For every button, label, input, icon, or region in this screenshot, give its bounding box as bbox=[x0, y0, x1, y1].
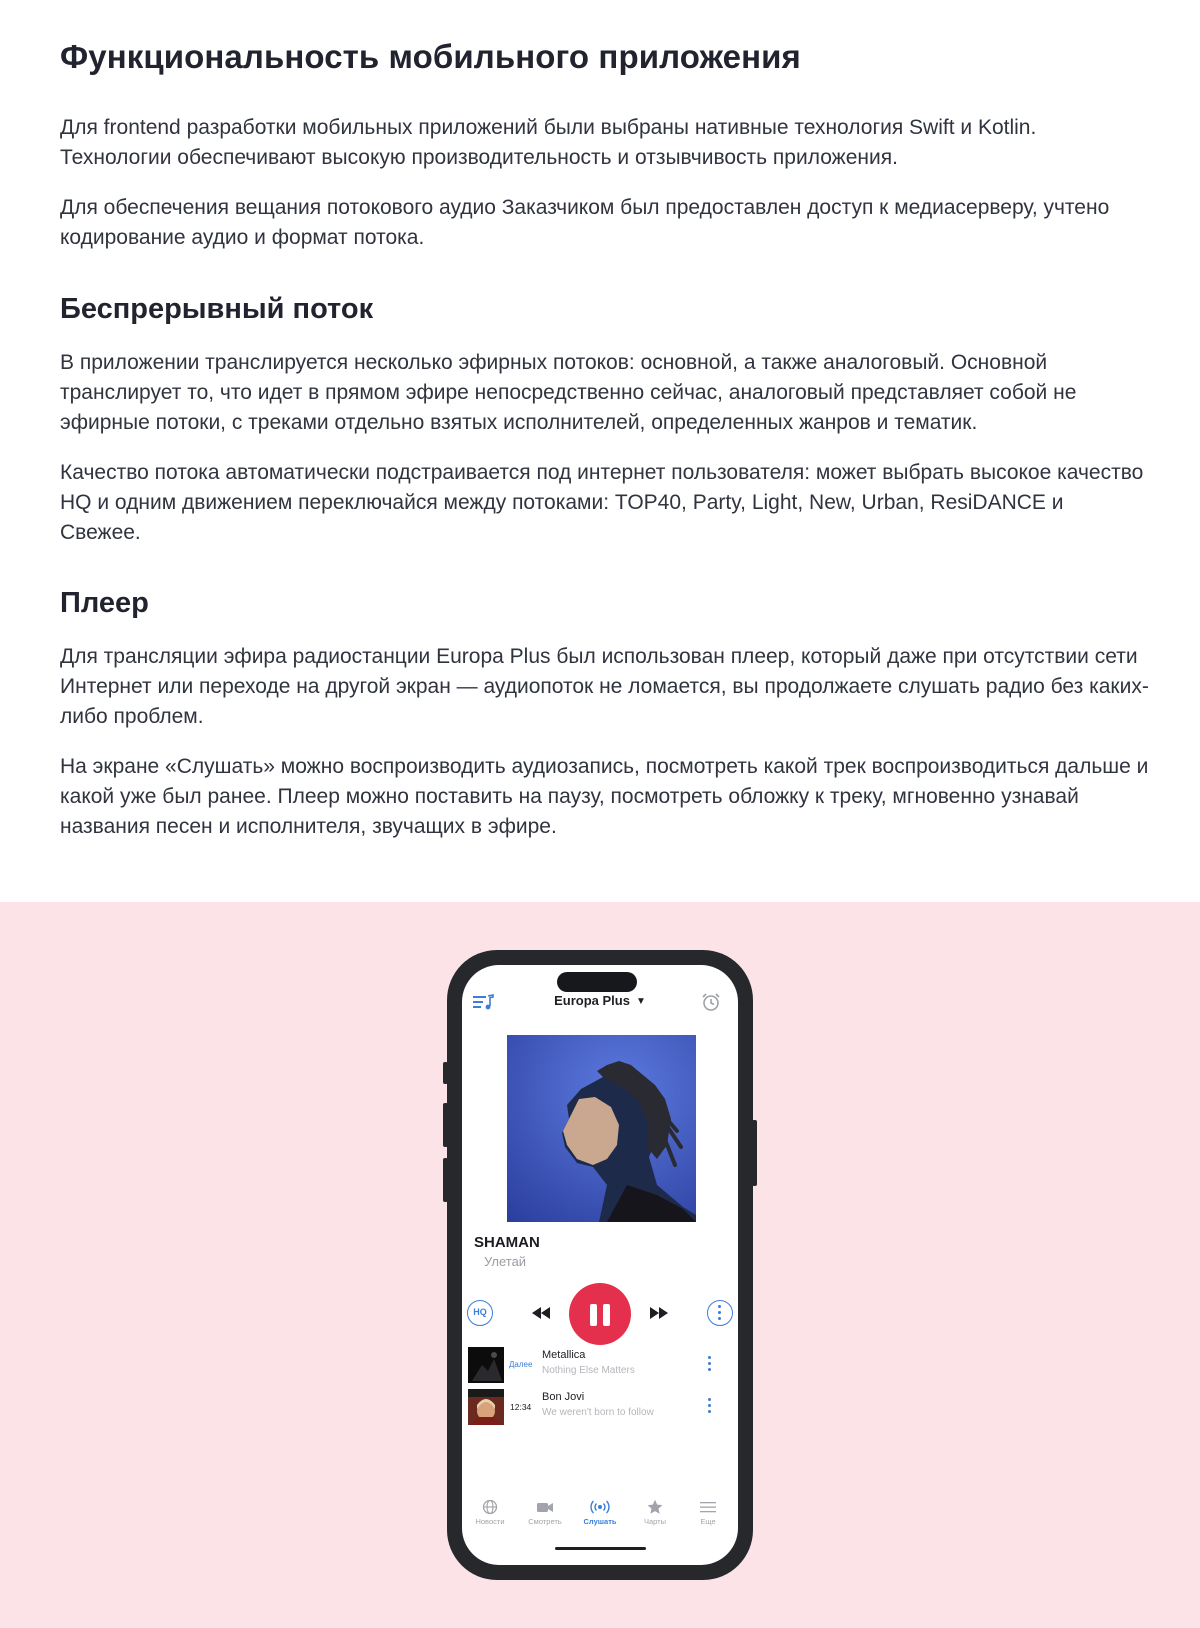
section-heading-stream: Беспрерывный поток bbox=[60, 293, 374, 325]
more-vertical-icon[interactable] bbox=[708, 1398, 712, 1416]
menu-lines-icon bbox=[699, 1499, 717, 1515]
queue-artist: Metallica bbox=[542, 1349, 586, 1361]
stream-paragraph-1: В приложении транслируется несколько эфирных потоков: основной, а также аналоговый. Основной транслирует то, что идет в прямом эфире непосредственно сейчас, аналоговый представляет собой не эфирные потоки, с треками отдельно взятых исполнителей, определенных жанров и тематик. bbox=[60, 351, 1077, 434]
pause-button[interactable] bbox=[569, 1283, 631, 1345]
hq-quality-button[interactable]: HQ bbox=[467, 1300, 493, 1326]
queue-artist: Bon Jovi bbox=[542, 1391, 585, 1403]
tab-watch[interactable] bbox=[517, 1499, 573, 1526]
tab-label: Новости bbox=[475, 1517, 505, 1526]
tab-label: Смотреть bbox=[528, 1517, 562, 1526]
queue-time: 12:34 bbox=[510, 1402, 532, 1412]
intro-paragraph-2: Для обеспечения вещания потокового аудио Заказчиком был предоставлен доступ к медиасерверу, учтено кодирование аудио и формат потока. bbox=[60, 196, 1110, 249]
more-vertical-icon[interactable] bbox=[708, 1356, 712, 1374]
queue-item[interactable] bbox=[462, 1387, 738, 1427]
tab-label: Чарты bbox=[643, 1517, 666, 1526]
phone-mockup bbox=[447, 950, 753, 1580]
queue-song: Nothing Else Matters bbox=[542, 1365, 635, 1376]
star-icon bbox=[646, 1499, 664, 1515]
chevron-down-icon: ▼ bbox=[635, 996, 646, 1007]
tab-charts[interactable] bbox=[627, 1499, 683, 1526]
more-vertical-icon bbox=[718, 1305, 722, 1323]
home-indicator bbox=[555, 1547, 646, 1550]
queue-item[interactable] bbox=[462, 1345, 738, 1385]
track-artist: SHAMAN bbox=[474, 1234, 540, 1251]
queue-song: We weren't born to follow bbox=[542, 1407, 654, 1418]
alarm-clock-icon[interactable] bbox=[700, 991, 722, 1013]
queue-tag: Далее bbox=[509, 1360, 533, 1369]
tab-more[interactable] bbox=[680, 1499, 736, 1526]
video-camera-icon bbox=[536, 1499, 554, 1515]
section-heading-player: Плеер bbox=[60, 587, 149, 619]
pause-icon bbox=[590, 1304, 597, 1326]
player-paragraph-2: На экране «Слушать» можно воспроизводить аудиозапись, посмотреть какой трек воспроизводиться дальше и какой уже был ранее. Плеер можно поставить на паузу, посмотреть обложку к треку, мгновенно узнавай названия песен и исполнителя, звучащих в эфире. bbox=[60, 755, 1149, 838]
album-cover[interactable] bbox=[507, 1035, 696, 1222]
fast-forward-icon[interactable] bbox=[648, 1305, 670, 1321]
player-screen bbox=[462, 965, 738, 1565]
broadcast-icon bbox=[590, 1499, 610, 1515]
station-selector[interactable] bbox=[462, 993, 738, 1008]
queue-cover bbox=[468, 1347, 504, 1383]
station-name: Europa Plus bbox=[554, 993, 630, 1008]
queue-cover bbox=[468, 1389, 504, 1425]
globe-icon bbox=[481, 1499, 499, 1515]
track-title: Улетай bbox=[484, 1254, 527, 1269]
page-title: Функциональность мобильного приложения bbox=[60, 38, 801, 75]
rewind-icon[interactable] bbox=[530, 1305, 552, 1321]
player-more-button[interactable] bbox=[707, 1300, 733, 1326]
player-paragraph-1: Для трансляции эфира радиостанции Europa Plus был использован плеер, который даже при отсутствии сети Интернет или переходе на другой экран — аудиопоток не ломается, вы продолжаете слушать радио без каких-либо проблем. bbox=[60, 645, 1149, 728]
tab-label: Еще bbox=[700, 1517, 716, 1526]
tab-news[interactable] bbox=[462, 1499, 518, 1526]
intro-paragraph-1: Для frontend разработки мобильных приложений были выбраны нативные технология Swift и Kotlin. Технологии обеспечивают высокую производительность и отзывчивость приложения. bbox=[60, 116, 1037, 169]
tab-bar bbox=[462, 1499, 738, 1539]
stream-paragraph-2: Качество потока автоматически подстраивается под интернет пользователя: может выбрать высокое качество HQ и одним движением переключайся между потоками: TOP40, Party, Light, New, Urban, ResiDANCE и Свежее. bbox=[60, 461, 1144, 544]
tab-listen[interactable] bbox=[572, 1499, 628, 1526]
dynamic-island bbox=[557, 972, 637, 992]
tab-label: Слушать bbox=[583, 1517, 617, 1526]
